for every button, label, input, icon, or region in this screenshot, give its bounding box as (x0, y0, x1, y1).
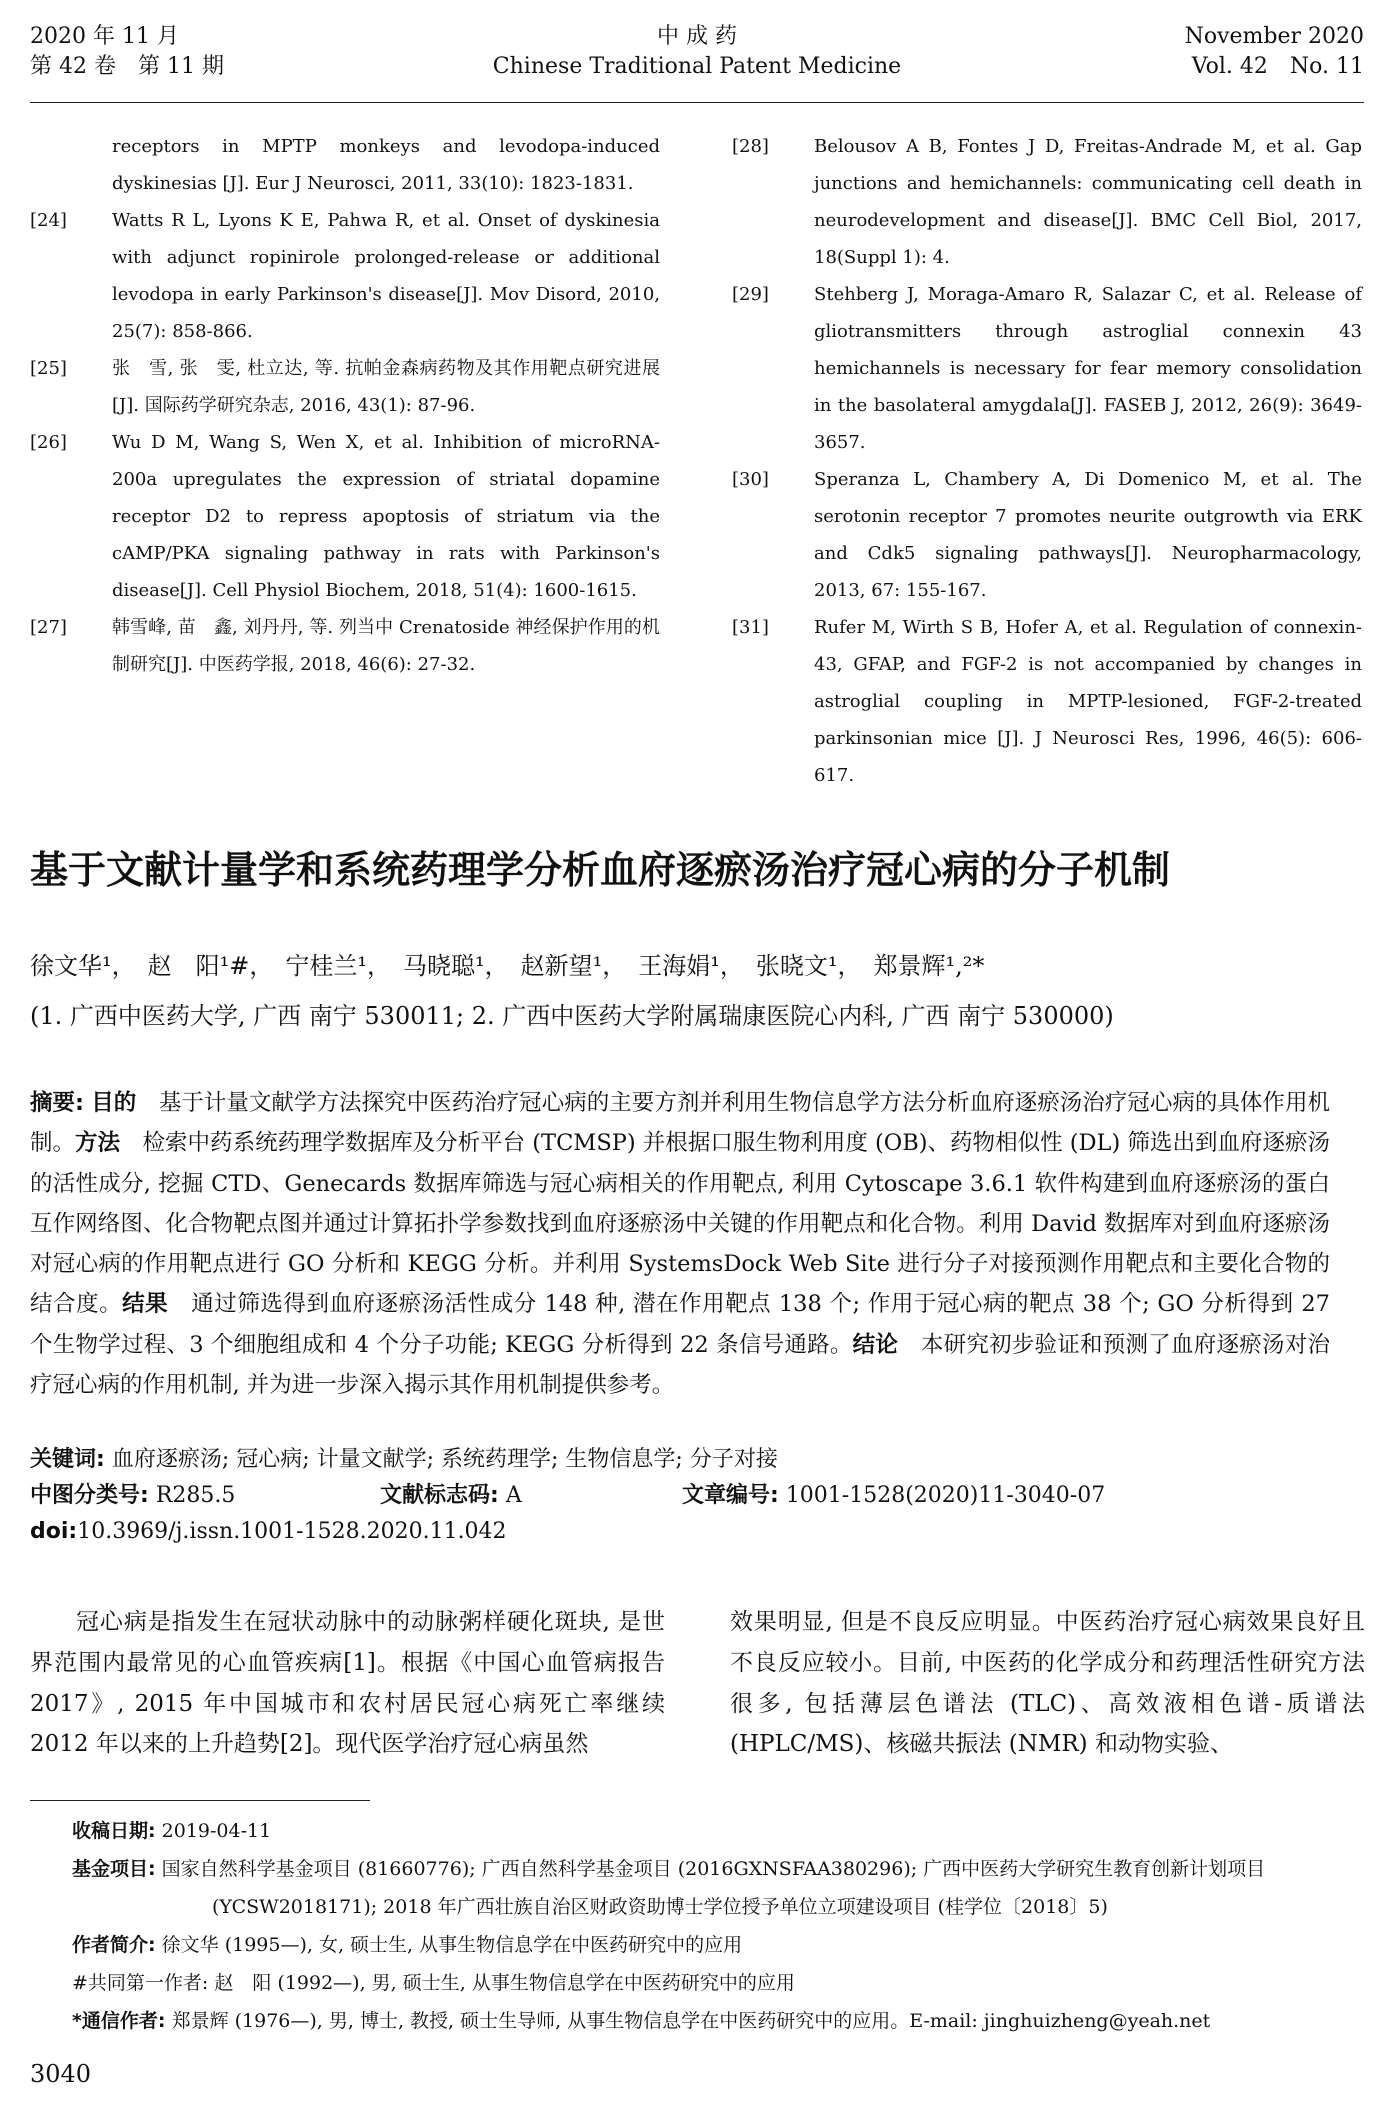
journal-name-en: Chinese Traditional Patent Medicine (492, 54, 902, 79)
reference-text: 韩雪峰, 苗 鑫, 刘丹丹, 等. 列当中 Crenatoside 神经保护作用的机制研究[J]. 中医药学报, 2018, 46(6): 27-32. (112, 617, 660, 675)
corresponding-text: 郑景辉 (1976—), 男, 博士, 教授, 硕士生导师, 从事生物信息学在中医药研究中的应用。E-mail: jinghuizheng@yeah.net (171, 2010, 1211, 2032)
objective-label: 目的 (91, 1090, 137, 1116)
methods-label: 方法 (75, 1130, 121, 1157)
header-date-en: November 2020 (1184, 24, 1364, 49)
reference-text: Rufer M, Wirth S B, Hofer A, et al. Regulation of connexin-43, GFAP, and FGF-2 is not accompanied by changes in astroglial coupling in MPTP-lesioned, FGF-2-treated parkinsonian mice [J]. J Neurosci Res, 1996, 46(5): 606-617. (814, 617, 1362, 786)
footnotes (72, 1812, 1382, 2040)
keywords-line (30, 1442, 1330, 1478)
results-label: 结果 (122, 1291, 169, 1318)
author-text: 徐文华 (1995—), 女, 硕士生, 从事生物信息学在中医药研究中的应用 (161, 1934, 743, 1956)
doi-label: doi: (30, 1519, 78, 1544)
reference-number: [26] (30, 432, 67, 453)
reference-number: [24] (30, 210, 67, 231)
reference-text: 张 雪, 张 雯, 杜立达, 等. 抗帕金森病药物及其作用靶点研究进展[J]. 国际药学研究杂志, 2016, 43(1): 87-96. (112, 358, 660, 416)
reference-item (732, 128, 1362, 276)
keywords-label: 关键词: (30, 1447, 105, 1472)
reference-item (30, 128, 660, 202)
body-paragraph: 冠心病是指发生在冠状动脉中的动脉粥样硬化斑块, 是世界范围内最常见的心血管疾病[1]。根据《中国心血管病报告 2017》, 2015 年中国城市和农村居民冠心病死亡率继续 2012 年以来的上升趋势[2]。现代医学治疗冠心病虽然 (30, 1609, 665, 1758)
doc-code-label: 文献标志码: (380, 1483, 499, 1508)
fund-label: 基金项目: (72, 1858, 156, 1880)
author-label: 作者简介: (72, 1934, 156, 1956)
clc-code: R285.5 (155, 1483, 236, 1508)
conclusion-text: 本研究初步验证和预测了血府逐瘀汤对治疗冠心病的作用机制, 并为进一步深入揭示其作用机制提供参考。 (30, 1331, 1330, 1399)
reference-number: [29] (732, 284, 769, 305)
abstract (30, 1083, 1330, 1405)
fund-note (72, 1850, 1382, 1926)
received-label: 收稿日期: (72, 1820, 156, 1842)
reference-text: Belousov A B, Fontes J D, Freitas-Andrade M, et al. Gap junctions and hemichannels: communicating cell death in neurodevelopment and disease[J]. BMC Cell Biol, 2017, 18(Suppl 1): 4. (814, 136, 1362, 268)
doi-line (30, 1514, 1330, 1550)
reference-number: [28] (732, 136, 769, 157)
doi: 10.3969/j.issn.1001-1528.2020.11.042 (77, 1519, 507, 1544)
article-title: 基于文献计量学和系统药理学分析血府逐瘀汤治疗冠心病的分子机制 (30, 848, 1171, 892)
classification-line (30, 1478, 1330, 1514)
received-note (72, 1812, 1382, 1850)
author-note (72, 1926, 1382, 1964)
references-left-column (30, 128, 660, 683)
reference-item (732, 461, 1362, 609)
fund-text: 国家自然科学基金项目 (81660776); 广西自然科学基金项目 (2016GXNSFAA380296); 广西中医药大学研究生教育创新计划项目 (YCSW2018171); 2018 年广西壮族自治区财政资助博士学位授予单位立项建设项目 (桂学位〔2018〕5) (161, 1858, 1266, 1918)
reference-text: Stehberg J, Moraga-Amaro R, Salazar C, et al. Release of gliotransmitters through astroglial connexin 43 hemichannels is necessary for fear memory consolidation in the basolateral amygdala[J]. FASEB J, 2012, 26(9): 3649-3657. (814, 284, 1362, 453)
reference-number: [25] (30, 358, 67, 379)
reference-text: Watts R L, Lyons K E, Pahwa R, et al. Onset of dyskinesia with adjunct ropinirole prolonged-release or additional levodopa in early Parkinson's disease[J]. Mov Disord, 2010, 25(7): 858-866. (112, 210, 660, 342)
reference-item (732, 609, 1362, 794)
clc-label: 中图分类号: (30, 1483, 149, 1508)
reference-text: Wu D M, Wang S, Wen X, et al. Inhibition of microRNA-200a upregulates the expression of striatal dopamine receptor D2 to repress apoptosis of striatum via the cAMP/PKA signaling pathway in rats with Parkinson's disease[J]. Cell Physiol Biochem, 2018, 51(4): 1600-1615. (112, 432, 660, 601)
page-number: 3040 (30, 2060, 92, 2088)
header-volume: 第 42 卷 第 11 期 (30, 54, 224, 79)
reference-number: [31] (732, 617, 769, 638)
reference-text: receptors in MPTP monkeys and levodopa-induced dyskinesias [J]. Eur J Neurosci, 2011, 33(10): 1823-1831. (112, 136, 660, 194)
reference-item (30, 350, 660, 424)
reference-item (30, 202, 660, 350)
reference-item (30, 609, 660, 683)
cofirst-text: 赵 阳 (1992—), 男, 硕士生, 从事生物信息学在中医药研究中的应用 (214, 1972, 795, 1994)
reference-item (732, 276, 1362, 461)
keywords: 血府逐瘀汤; 冠心病; 计量文献学; 系统药理学; 生物信息学; 分子对接 (111, 1447, 778, 1472)
reference-number: [30] (732, 469, 769, 490)
results-text: 通过筛选得到血府逐瘀汤活性成分 148 种, 潜在作用靶点 138 个; 作用于冠心病的靶点 38 个; GO 分析得到 27 个生物学过程、3 个细胞组成和 4 个分子功能; KEGG 分析得到 22 条信号通路。 (30, 1291, 1330, 1358)
received-date: 2019-04-11 (161, 1820, 272, 1842)
footnote-divider (30, 1800, 370, 1801)
references-right-column (732, 128, 1362, 794)
conclusion-label: 结论 (852, 1331, 899, 1358)
corresponding-note (72, 2002, 1382, 2040)
article-no-group (682, 1478, 1105, 1514)
header-right (1185, 22, 1364, 82)
body-right-column (730, 1602, 1365, 1765)
reference-number (30, 128, 112, 202)
reference-text: Speranza L, Chambery A, Di Domenico M, et al. The serotonin receptor 7 promotes neurite outgrowth via ERK and Cdk5 signaling pathways[J]. Neuropharmacology, 2013, 67: 155-167. (814, 469, 1362, 601)
cofirst-note (72, 1964, 1382, 2002)
reference-number: [27] (30, 617, 67, 638)
doc-code-group (380, 1478, 522, 1514)
header-date: 2020 年 11 月 (30, 24, 179, 49)
journal-name-cn: 中 成 药 (657, 24, 737, 49)
author-list: 徐文华¹， 赵 阳¹#， 宁桂兰¹， 马晓聪¹， 赵新望¹， 王海娟¹， 张晓文¹， 郑景辉¹,²* (30, 952, 985, 980)
header-divider (30, 102, 1364, 103)
corresponding-label: *通信作者: (72, 2010, 166, 2032)
abstract-label: 摘要: (30, 1090, 85, 1116)
body-left-column (30, 1602, 665, 1765)
affiliation: (1. 广西中医药大学, 广西 南宁 530011; 2. 广西中医药大学附属瑞康医院心内科, 广西 南宁 530000) (30, 1002, 1114, 1030)
objective-text: 基于计量文献学方法探究中医药治疗冠心病的主要方剂并利用生物信息学方法分析血府逐瘀汤治疗冠心病的具体作用机制。 (30, 1090, 1330, 1157)
doc-code: A (505, 1483, 522, 1508)
cofirst-label: #共同第一作者: (72, 1972, 209, 1994)
article-no: 1001-1528(2020)11-3040-07 (785, 1483, 1106, 1508)
reference-item (30, 424, 660, 609)
article-no-label: 文章编号: (682, 1483, 779, 1508)
methods-text: 检索中药系统药理学数据库及分析平台 (TCMSP) 并根据口服生物利用度 (OB)、药物相似性 (DL) 筛选出到血府逐瘀汤的活性成分, 挖掘 CTD、Genecards 数据库筛选与冠心病相关的作用靶点, 利用 Cytoscape 3.6.1 软件构建到血府逐瘀汤的蛋白互作网络图、化合物靶点图并通过计算拓扑学参数找到血府逐瘀汤中关键的作用靶点和化合物。利用 David 数据库对到血府逐瘀汤对冠心病的作用靶点进行 GO 分析和 KEGG 分析。并利用 SystemsDock Web Site 进行分子对接预测作用靶点和主要化合物的结合度。 (30, 1130, 1330, 1318)
header-volume-en: Vol. 42 No. 11 (1191, 54, 1364, 79)
body-paragraph-continued: 效果明显, 但是不良反应明显。中医药治疗冠心病效果良好且不良反应较小。目前, 中医药的化学成分和药理活性研究方法很多, 包括薄层色谱法 (TLC)、高效液相色谱-质谱法 (HPLC/MS)、核磁共振法 (NMR) 和动物实验、 (730, 1609, 1365, 1758)
